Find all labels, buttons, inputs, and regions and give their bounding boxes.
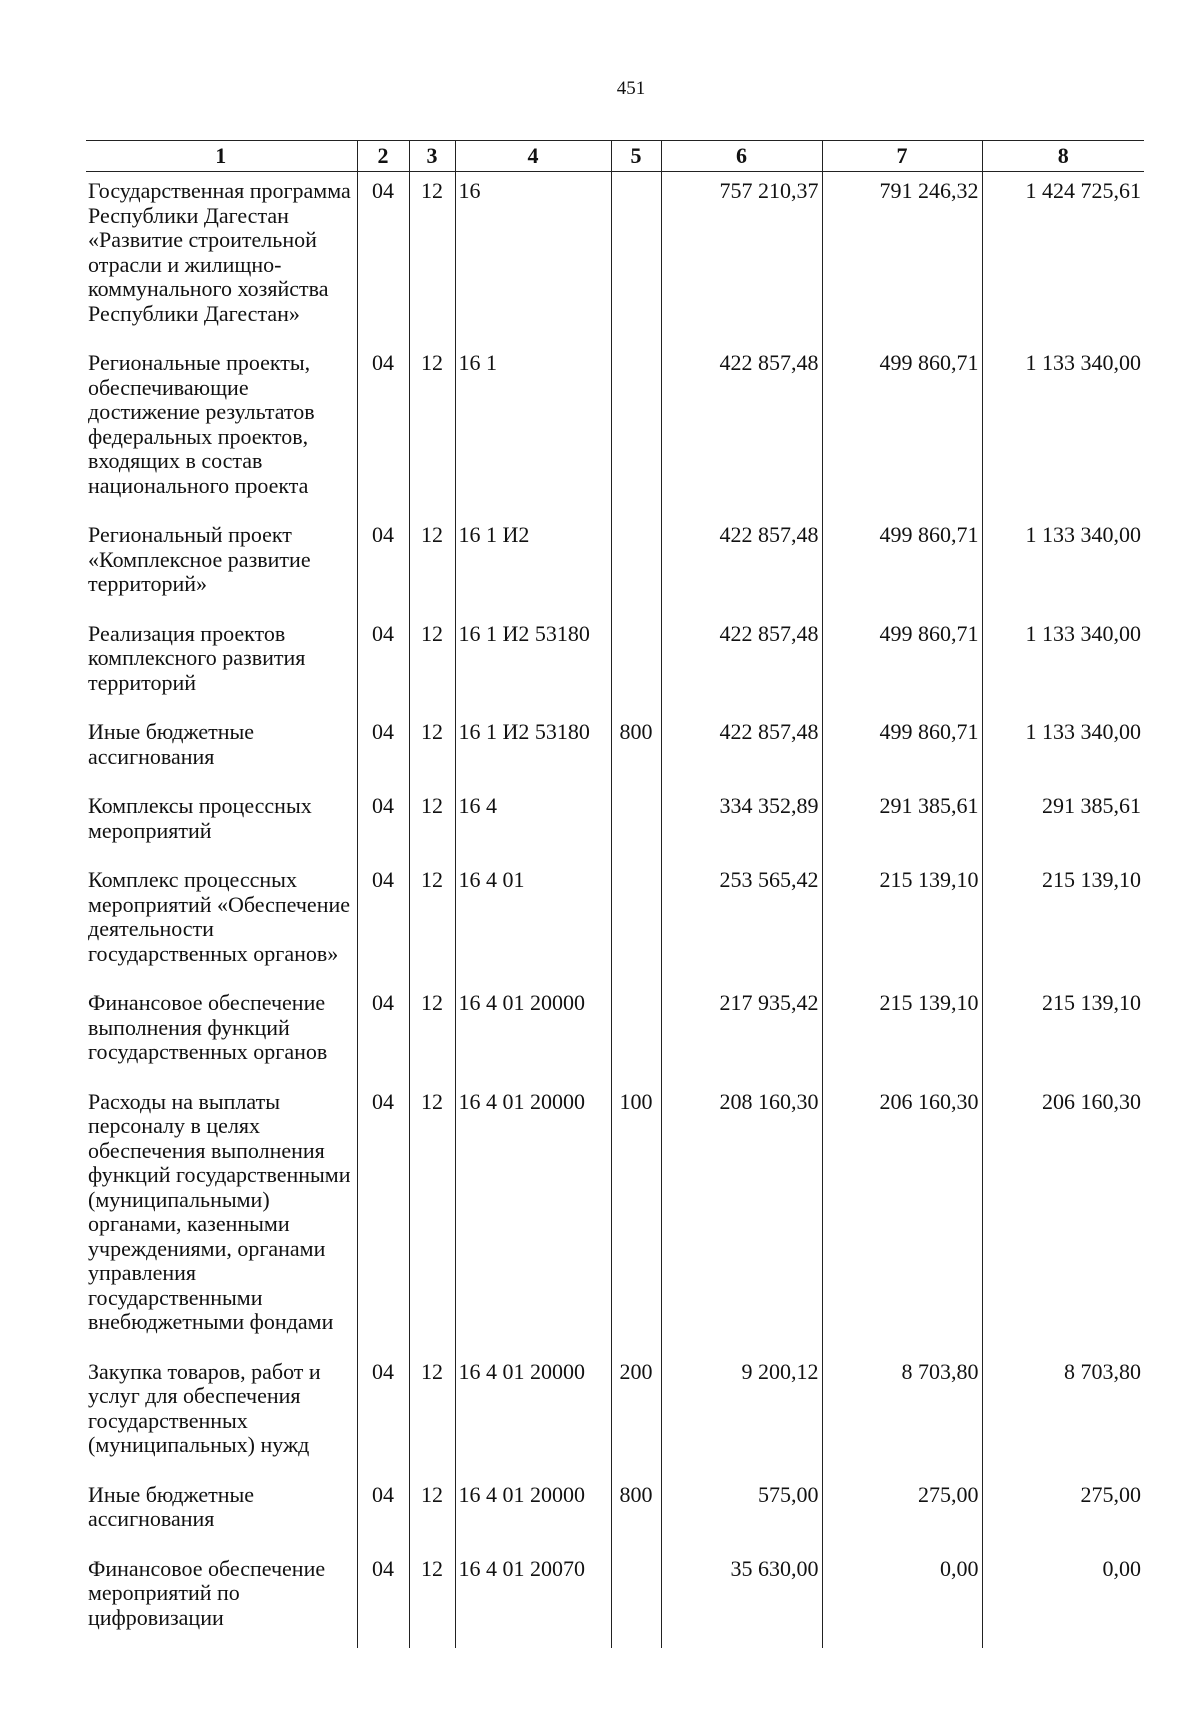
cell-subsection: 12	[409, 516, 455, 615]
cell-amount-7: 215 139,10	[822, 861, 982, 984]
cell-amount-8: 275,00	[982, 1476, 1144, 1550]
table-row	[86, 787, 1144, 861]
cell-expense-type: 200	[611, 1353, 661, 1476]
cell-expense-type	[611, 615, 661, 714]
cell-target-code: 16 4 01	[455, 861, 611, 984]
table-row	[86, 1476, 1144, 1550]
cell-amount-6: 253 565,42	[661, 861, 822, 984]
cell-subsection: 12	[409, 1353, 455, 1476]
table-row	[86, 1353, 1144, 1476]
cell-target-code: 16 1 И2	[455, 516, 611, 615]
row-name: Закупка товаров, работ и услуг для обеспечения государственных (муниципальных) нужд	[86, 1353, 357, 1476]
column-header: 8	[982, 141, 1144, 172]
cell-target-code: 16 1 И2 53180	[455, 615, 611, 714]
table-row	[86, 1083, 1144, 1353]
cell-target-code: 16 1	[455, 344, 611, 516]
cell-expense-type	[611, 344, 661, 516]
cell-amount-7: 291 385,61	[822, 787, 982, 861]
cell-section: 04	[357, 344, 409, 516]
cell-subsection: 12	[409, 713, 455, 787]
cell-subsection: 12	[409, 344, 455, 516]
table-row	[86, 861, 1144, 984]
cell-section: 04	[357, 615, 409, 714]
cell-amount-8: 0,00	[982, 1550, 1144, 1649]
column-header: 5	[611, 141, 661, 172]
table-row	[86, 615, 1144, 714]
row-name: Реализация проектов комплексного развития территорий	[86, 615, 357, 714]
cell-section: 04	[357, 172, 409, 345]
row-name: Государственная программа Республики Дагестан «Развитие строительной отрасли и жилищно-коммунального хозяйства Республики Дагестан»	[86, 172, 357, 345]
cell-amount-6: 217 935,42	[661, 984, 822, 1083]
cell-amount-8: 215 139,10	[982, 984, 1144, 1083]
cell-amount-8: 215 139,10	[982, 861, 1144, 984]
cell-subsection: 12	[409, 1550, 455, 1649]
cell-subsection: 12	[409, 1476, 455, 1550]
cell-target-code: 16	[455, 172, 611, 345]
table-row	[86, 713, 1144, 787]
table-row	[86, 172, 1144, 345]
row-name: Региональный проект «Комплексное развитие территорий»	[86, 516, 357, 615]
row-name: Иные бюджетные ассигнования	[86, 713, 357, 787]
table-row	[86, 1550, 1144, 1649]
page-number: 451	[616, 78, 646, 99]
cell-target-code: 16 1 И2 53180	[455, 713, 611, 787]
cell-amount-6: 208 160,30	[661, 1083, 822, 1353]
cell-target-code: 16 4	[455, 787, 611, 861]
cell-amount-8: 1 133 340,00	[982, 615, 1144, 714]
cell-amount-8: 1 424 725,61	[982, 172, 1144, 345]
cell-amount-7: 499 860,71	[822, 344, 982, 516]
cell-amount-6: 575,00	[661, 1476, 822, 1550]
cell-amount-7: 499 860,71	[822, 516, 982, 615]
row-name: Комплекс процессных мероприятий «Обеспечение деятельности государственных органов»	[86, 861, 357, 984]
cell-subsection: 12	[409, 172, 455, 345]
cell-amount-6: 9 200,12	[661, 1353, 822, 1476]
cell-section: 04	[357, 713, 409, 787]
cell-section: 04	[357, 1550, 409, 1649]
cell-amount-8: 8 703,80	[982, 1353, 1144, 1476]
cell-expense-type	[611, 861, 661, 984]
cell-amount-7: 275,00	[822, 1476, 982, 1550]
column-header: 6	[661, 141, 822, 172]
cell-expense-type	[611, 1550, 661, 1649]
cell-amount-7: 499 860,71	[822, 615, 982, 714]
cell-amount-6: 35 630,00	[661, 1550, 822, 1649]
cell-amount-7: 0,00	[822, 1550, 982, 1649]
cell-amount-6: 422 857,48	[661, 713, 822, 787]
cell-target-code: 16 4 01 20070	[455, 1550, 611, 1649]
cell-amount-7: 215 139,10	[822, 984, 982, 1083]
cell-amount-6: 422 857,48	[661, 615, 822, 714]
column-header: 7	[822, 141, 982, 172]
cell-amount-7: 499 860,71	[822, 713, 982, 787]
row-name: Финансовое обеспечение мероприятий по цифровизации	[86, 1550, 357, 1649]
header-row	[86, 141, 1144, 172]
cell-amount-6: 757 210,37	[661, 172, 822, 345]
cell-expense-type: 800	[611, 1476, 661, 1550]
cell-expense-type: 100	[611, 1083, 661, 1353]
cell-expense-type	[611, 787, 661, 861]
column-header: 2	[357, 141, 409, 172]
cell-expense-type	[611, 172, 661, 345]
cell-amount-6: 334 352,89	[661, 787, 822, 861]
cell-section: 04	[357, 516, 409, 615]
column-header: 3	[409, 141, 455, 172]
cell-amount-7: 791 246,32	[822, 172, 982, 345]
cell-expense-type	[611, 984, 661, 1083]
cell-amount-8: 1 133 340,00	[982, 713, 1144, 787]
cell-amount-6: 422 857,48	[661, 516, 822, 615]
cell-amount-8: 1 133 340,00	[982, 516, 1144, 615]
cell-section: 04	[357, 984, 409, 1083]
column-header: 1	[86, 141, 357, 172]
cell-amount-8: 291 385,61	[982, 787, 1144, 861]
cell-subsection: 12	[409, 1083, 455, 1353]
cell-target-code: 16 4 01 20000	[455, 1083, 611, 1353]
cell-subsection: 12	[409, 984, 455, 1083]
row-name: Региональные проекты, обеспечивающие достижение результатов федеральных проектов, входящих в состав национального проекта	[86, 344, 357, 516]
cell-target-code: 16 4 01 20000	[455, 984, 611, 1083]
cell-subsection: 12	[409, 615, 455, 714]
cell-amount-6: 422 857,48	[661, 344, 822, 516]
cell-section: 04	[357, 1476, 409, 1550]
cell-section: 04	[357, 1353, 409, 1476]
table-row	[86, 516, 1144, 615]
row-name: Финансовое обеспечение выполнения функций государственных органов	[86, 984, 357, 1083]
row-name: Расходы на выплаты персоналу в целях обеспечения выполнения функций государственными (муниципальными) органами, казенными учреждениями, органами управления государственными внебюджетными фондами	[86, 1083, 357, 1353]
budget-table	[86, 140, 1144, 1648]
table-row	[86, 984, 1144, 1083]
cell-amount-7: 206 160,30	[822, 1083, 982, 1353]
cell-amount-8: 1 133 340,00	[982, 344, 1144, 516]
cell-expense-type: 800	[611, 713, 661, 787]
cell-target-code: 16 4 01 20000	[455, 1353, 611, 1476]
column-header: 4	[455, 141, 611, 172]
row-name: Комплексы процессных мероприятий	[86, 787, 357, 861]
cell-section: 04	[357, 787, 409, 861]
cell-section: 04	[357, 861, 409, 984]
cell-amount-7: 8 703,80	[822, 1353, 982, 1476]
cell-amount-8: 206 160,30	[982, 1083, 1144, 1353]
row-name: Иные бюджетные ассигнования	[86, 1476, 357, 1550]
cell-section: 04	[357, 1083, 409, 1353]
table-row	[86, 344, 1144, 516]
cell-subsection: 12	[409, 861, 455, 984]
cell-subsection: 12	[409, 787, 455, 861]
cell-expense-type	[611, 516, 661, 615]
cell-target-code: 16 4 01 20000	[455, 1476, 611, 1550]
